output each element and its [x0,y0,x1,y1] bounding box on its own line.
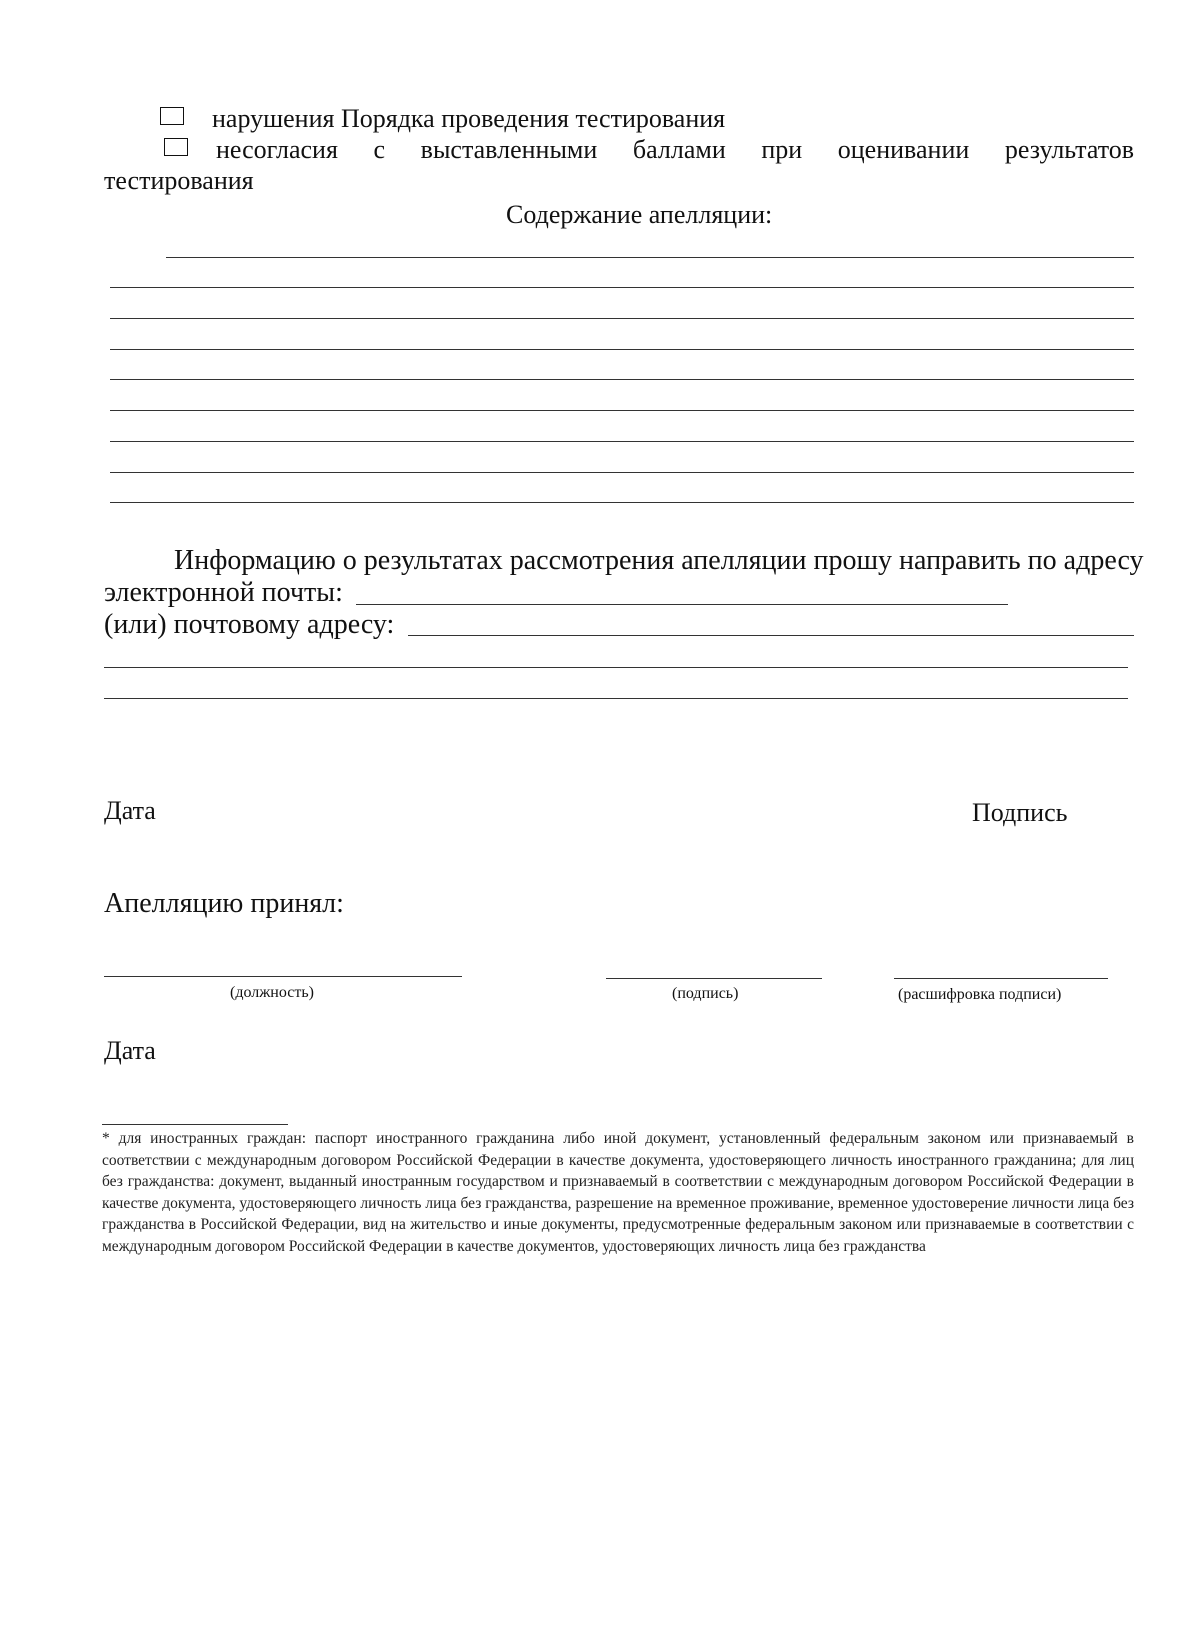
signature-decoding-field[interactable] [894,978,1108,979]
date-label-2: Дата [104,1036,156,1065]
appeal-content-line [110,349,1134,350]
checkbox-procedure-violation[interactable] [160,107,184,125]
appeal-content-line [166,257,1134,258]
position-field[interactable] [104,976,462,977]
footnote-text: * для иностранных граждан: паспорт иностранного гражданина либо иной документ, установленный федеральным законом или признаваемый в соответствии с международным договором Российской Федерации в качестве документа, удостоверяющего личность иностранного гражданина; для лиц без гражданства: документ, выданный иностранным государством и признаваемый в соответствии с международным договором Российской Федерации в качестве документа, удостоверяющего личность лица без гражданства, разрешение на временное проживание, временное удостоверение личности лица без гражданства в Российской Федерации, вид на жительство и иные документы, предусмотренные федеральным законом или признаваемые в соответствии с международным договором Российской Федерации в качестве документов, удостоверяющих личность лица без гражданства [102,1130,1134,1255]
appeal-accepted-label: Апелляцию принял: [104,888,344,919]
checkbox-score-disagreement[interactable] [164,138,188,156]
checkbox-score-disagreement-label-cont: тестирования [104,166,254,195]
appeal-content-line [110,502,1134,503]
appeal-content-line [110,379,1134,380]
checkbox-procedure-violation-label: нарушения Порядка проведения тестирования [212,104,726,133]
signature-field[interactable] [606,978,822,979]
email-label: электронной почты: [104,577,343,608]
appeal-content-line [110,472,1134,473]
position-caption: (должность) [230,984,314,1001]
footnote-separator [102,1124,288,1125]
postal-address-field[interactable] [408,635,1134,636]
postal-address-line[interactable] [104,667,1128,668]
info-request-text: Информацию о результатах рассмотрения апелляции прошу направить по адресу [174,545,1144,576]
signature-decoding-caption: (расшифровка подписи) [898,986,1062,1003]
checkbox-score-disagreement-label: несогласия с выставленными баллами при оценивании результатов [216,135,1134,164]
signature-label: Подпись [972,798,1068,827]
appeal-content-line [110,318,1134,319]
appeal-content-heading: Содержание апелляции: [506,200,773,229]
appeal-content-line [110,287,1134,288]
signature-caption: (подпись) [672,985,739,1002]
appeal-content-line [110,441,1134,442]
postal-address-label: (или) почтовому адресу: [104,609,395,640]
appeal-content-line [110,410,1134,411]
email-field[interactable] [356,604,1008,605]
date-label: Дата [104,796,156,825]
postal-address-line[interactable] [104,698,1128,699]
